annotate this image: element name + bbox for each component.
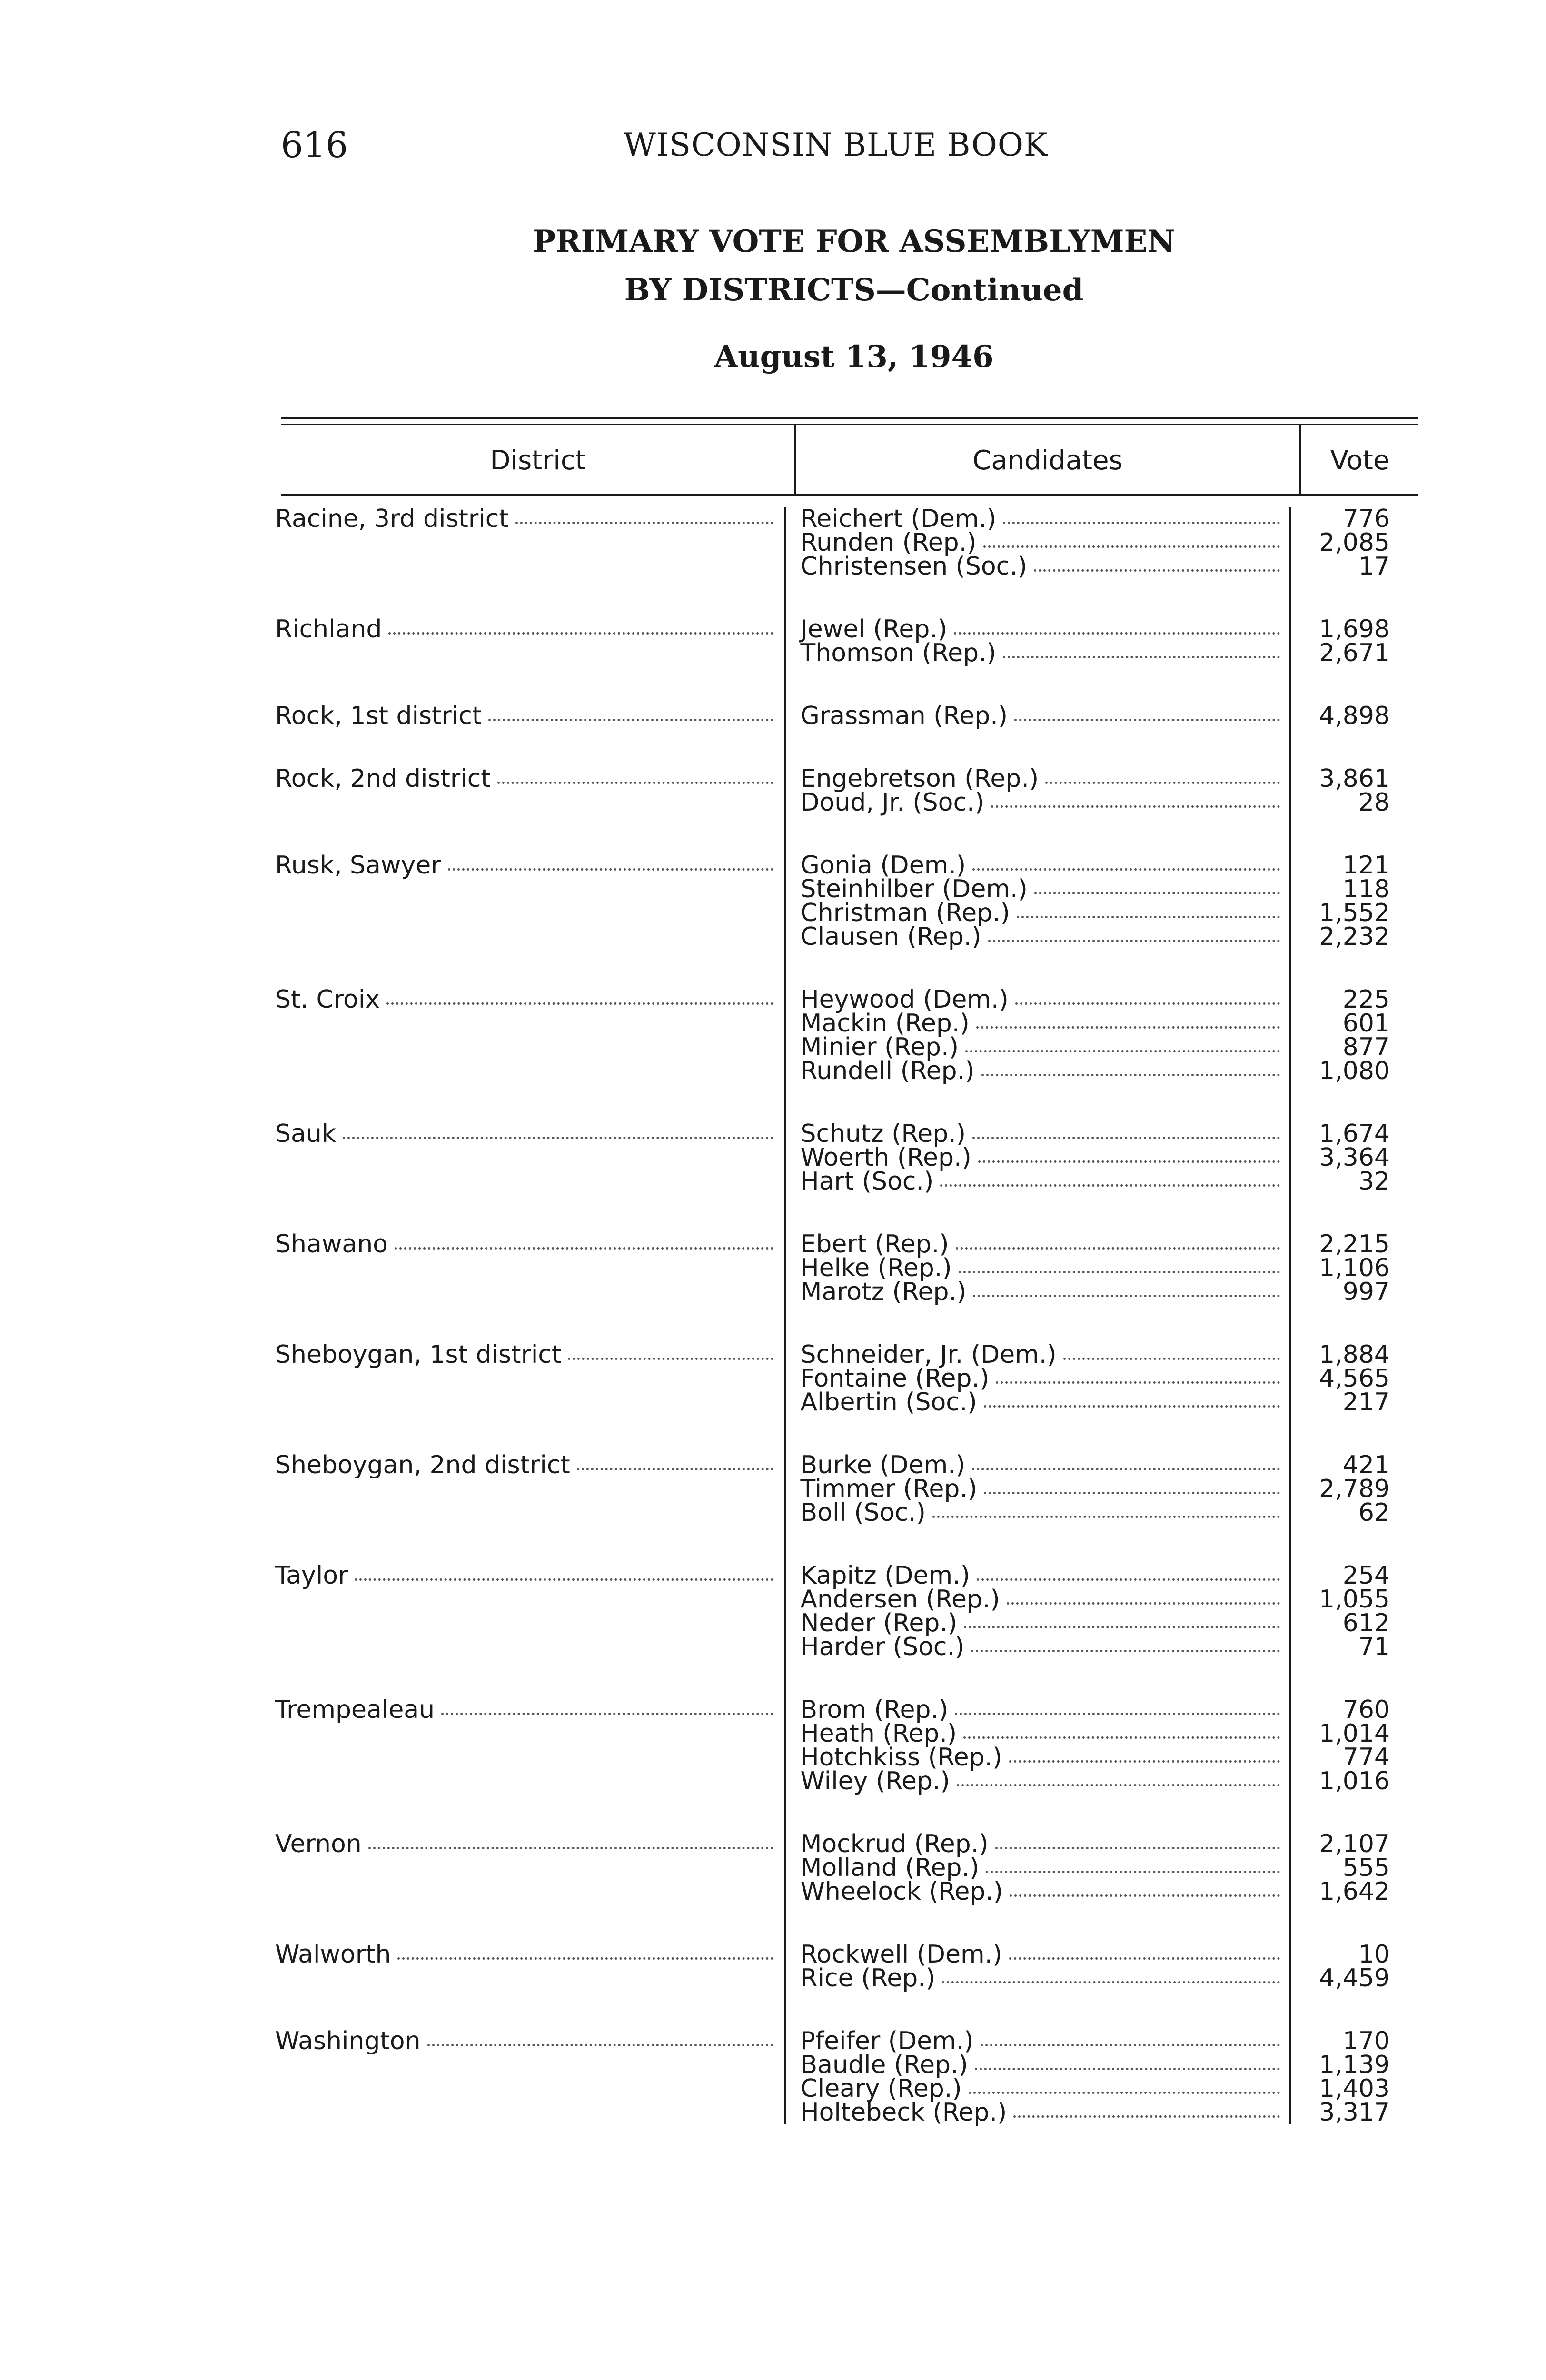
dot-leader [577, 1468, 774, 1470]
candidate-name: Rice (Rep.) [800, 1964, 936, 1993]
vote-count: 118 [1342, 875, 1390, 903]
dot-leader [488, 719, 773, 721]
vote-cell [1290, 1453, 1413, 1564]
vote-count: 1,674 [1319, 1120, 1390, 1148]
vote-count: 2,107 [1319, 1830, 1390, 1858]
candidate-name: Clausen (Rep.) [800, 922, 981, 951]
vote-count: 4,898 [1319, 702, 1390, 730]
dot-leader [1014, 719, 1280, 721]
candidate-line [800, 1940, 1289, 1969]
candidate-line [800, 1143, 1289, 1172]
candidate-name: Mockrud (Rep.) [800, 1830, 989, 1858]
dot-leader [991, 805, 1280, 808]
table-row [275, 988, 1413, 1122]
title-line-1: PRIMARY VOTE FOR ASSEMBLYMEN [533, 224, 1175, 259]
candidates-cell [785, 1940, 1290, 2029]
dot-leader [954, 632, 1280, 635]
candidates-cell [785, 1698, 1290, 1832]
vote-cell [1290, 1340, 1413, 1453]
candidate-name: Helke (Rep.) [800, 1254, 952, 1282]
dot-leader [1045, 782, 1280, 784]
vote-cell [1290, 1832, 1413, 1943]
district-label [275, 1453, 784, 1477]
candidate-line [800, 922, 1289, 951]
district-label [275, 1340, 784, 1369]
vote-count: 760 [1342, 1696, 1390, 1724]
district-label [275, 704, 784, 728]
candidate-name: Ebert (Rep.) [800, 1230, 949, 1259]
candidates-cell [785, 764, 1290, 853]
dot-leader [1003, 656, 1280, 658]
candidate-name: Woerth (Rep.) [800, 1143, 971, 1172]
dot-leader [981, 1074, 1280, 1076]
dot-leader [984, 1405, 1280, 1408]
vote-count: 254 [1342, 1561, 1390, 1590]
district-cell [275, 1340, 785, 1453]
dot-leader [1009, 1957, 1280, 1960]
table-row [275, 1832, 1413, 1943]
vote-count: 1,642 [1319, 1877, 1390, 1906]
vote-table-body [275, 505, 1413, 2127]
candidate-line [800, 1856, 1289, 1880]
district-cell [275, 2029, 785, 2124]
candidate-name: Thomson (Rep.) [800, 639, 996, 667]
district-name: Washington [275, 2027, 421, 2055]
vote-count: 17 [1358, 552, 1390, 581]
dot-leader [996, 1381, 1280, 1384]
dot-leader [1063, 1358, 1280, 1360]
candidates-cell [785, 507, 1290, 617]
dot-leader [1015, 1002, 1280, 1005]
vote-count: 1,698 [1319, 615, 1390, 644]
table-row [275, 1943, 1413, 2029]
dot-leader [959, 1271, 1280, 1273]
dot-leader [956, 1247, 1280, 1250]
title-line-2: BY DISTRICTS—Continued [624, 272, 1084, 308]
dot-leader [957, 1784, 1280, 1786]
candidate-line [800, 704, 1289, 728]
district-label [275, 851, 784, 880]
candidate-line [800, 1364, 1289, 1393]
district-name: Sauk [275, 1120, 336, 1148]
vote-cell [1290, 985, 1413, 1122]
table-row [275, 2029, 1413, 2124]
district-label [275, 1122, 784, 1146]
candidate-name: Burke (Dem.) [800, 1451, 966, 1479]
candidates-cell [785, 704, 1290, 767]
district-cell [275, 853, 785, 988]
district-cell [275, 1940, 785, 2029]
district-cell [275, 704, 785, 767]
candidate-line [800, 1743, 1289, 1772]
district-cell [275, 1832, 785, 1943]
candidates-cell [785, 1832, 1290, 1943]
dot-leader [977, 1578, 1280, 1581]
district-label [275, 1698, 784, 1722]
candidate-line [800, 1256, 1289, 1280]
candidate-name: Hotchkiss (Rep.) [800, 1743, 1002, 1772]
candidate-line [800, 1561, 1289, 1590]
candidate-line [800, 764, 1289, 793]
title-date: August 13, 1946 [714, 339, 994, 375]
dot-leader [1013, 2115, 1280, 2118]
dot-leader [942, 1981, 1280, 1983]
dot-leader [975, 2068, 1280, 2070]
candidate-line [800, 1167, 1289, 1196]
vote-count: 3,317 [1319, 2098, 1390, 2127]
dot-leader [1017, 916, 1280, 918]
dot-leader [397, 1957, 773, 1960]
vote-count: 1,080 [1319, 1057, 1390, 1085]
vote-count: 170 [1342, 2027, 1390, 2055]
candidate-line [800, 1453, 1289, 1477]
candidate-name: Molland (Rep.) [800, 1854, 980, 1882]
candidate-line [800, 2053, 1289, 2077]
dot-leader [986, 1871, 1280, 1873]
district-cell [275, 1453, 785, 1564]
candidate-line [800, 1498, 1289, 1527]
vote-count: 4,565 [1319, 1364, 1390, 1393]
vote-count: 2,789 [1319, 1475, 1390, 1503]
vote-count: 3,364 [1319, 1143, 1390, 1172]
vote-count: 877 [1342, 1033, 1390, 1061]
vote-count: 997 [1342, 1278, 1390, 1306]
dot-leader [983, 545, 1280, 548]
candidate-line [800, 1477, 1289, 1501]
dot-leader [515, 522, 774, 524]
dot-leader [964, 1626, 1280, 1628]
vote-cell [1290, 1940, 1413, 2029]
vote-count: 601 [1342, 1009, 1390, 1038]
candidate-name: Grassman (Rep.) [800, 702, 1008, 730]
candidate-name: Runden (Rep.) [800, 528, 977, 557]
vote-count: 612 [1342, 1609, 1390, 1637]
dot-leader [984, 1492, 1280, 1494]
vote-cell [1290, 853, 1413, 988]
running-head: WISCONSIN BLUE BOOK [624, 127, 1048, 163]
district-label [275, 985, 784, 1014]
candidate-name: Doud, Jr. (Soc.) [800, 788, 984, 817]
candidate-line [800, 1769, 1289, 1793]
candidates-cell [785, 1561, 1290, 1698]
vote-count: 1,106 [1319, 1254, 1390, 1282]
vote-count: 1,403 [1319, 2074, 1390, 2103]
vote-count: 3,861 [1319, 764, 1390, 793]
candidate-name: Baudle (Rep.) [800, 2051, 968, 2079]
vote-count: 1,014 [1319, 1719, 1390, 1748]
district-name: Racine, 3rd district [275, 505, 509, 533]
candidate-name: Steinhilber (Dem.) [800, 875, 1028, 903]
candidate-name: Brom (Rep.) [800, 1696, 949, 1724]
candidate-line [800, 851, 1289, 880]
dot-leader [1003, 522, 1280, 524]
candidate-line [800, 2098, 1289, 2127]
dot-leader [448, 868, 774, 871]
candidates-cell [785, 985, 1290, 1122]
dot-leader [972, 868, 1280, 871]
column-header-vote: Vote [1330, 445, 1390, 476]
dot-leader [973, 1295, 1280, 1297]
candidate-line [800, 1059, 1289, 1083]
dot-leader [1010, 1894, 1280, 1897]
dot-leader [395, 1247, 773, 1250]
vote-count: 555 [1342, 1854, 1390, 1882]
candidate-line [800, 2074, 1289, 2103]
candidate-name: Hart (Soc.) [800, 1167, 934, 1196]
district-name: Richland [275, 615, 382, 644]
candidate-name: Boll (Soc.) [800, 1498, 926, 1527]
dot-leader [972, 1137, 1280, 1139]
district-label [275, 1832, 784, 1856]
vote-count: 32 [1358, 1167, 1390, 1196]
column-header-candidates: Candidates [972, 445, 1123, 476]
candidate-name: Heywood (Dem.) [800, 985, 1009, 1014]
table-row [275, 1564, 1413, 1698]
candidate-name: Reichert (Dem.) [800, 505, 997, 533]
dot-leader [940, 1184, 1280, 1187]
district-label [275, 1230, 784, 1259]
vote-cell [1290, 1561, 1413, 1698]
vote-cell [1290, 1122, 1413, 1232]
vote-cell [1290, 1232, 1413, 1343]
dot-leader [388, 632, 773, 635]
candidate-line [800, 1964, 1289, 1993]
candidate-name: Pfeifer (Dem.) [800, 2027, 974, 2055]
dot-leader [497, 782, 774, 784]
district-name: Rock, 2nd district [275, 764, 491, 793]
dot-leader [955, 1713, 1280, 1715]
district-cell [275, 985, 785, 1122]
table-row [275, 704, 1413, 767]
district-label [275, 1940, 784, 1969]
dot-leader [355, 1578, 773, 1581]
district-cell [275, 1698, 785, 1832]
candidate-line [800, 1340, 1289, 1369]
dot-leader [981, 2044, 1280, 2046]
district-cell [275, 1561, 785, 1698]
candidate-name: Harder (Soc.) [800, 1633, 965, 1661]
dot-leader [1034, 569, 1280, 572]
dot-leader [965, 1050, 1280, 1052]
vote-count: 4,459 [1319, 1964, 1390, 1993]
candidate-line [800, 1035, 1289, 1059]
candidate-name: Mackin (Rep.) [800, 1009, 970, 1038]
candidate-name: Wheelock (Rep.) [800, 1877, 1003, 1906]
vote-count: 71 [1358, 1633, 1390, 1661]
candidate-name: Engebretson (Rep.) [800, 764, 1039, 793]
district-name: Taylor [275, 1561, 348, 1590]
candidates-cell [785, 1122, 1290, 1232]
dot-leader [1009, 1760, 1280, 1763]
page-number: 616 [281, 125, 348, 166]
vote-cell [1290, 764, 1413, 853]
vote-count: 10 [1358, 1940, 1390, 1969]
dot-leader [343, 1137, 774, 1139]
vote-count: 62 [1358, 1498, 1390, 1527]
vote-count: 28 [1358, 788, 1390, 817]
candidate-line [800, 507, 1289, 531]
candidate-name: Cleary (Rep.) [800, 2074, 962, 2103]
district-cell [275, 507, 785, 617]
dot-leader [995, 1847, 1280, 1849]
candidate-name: Gonia (Dem.) [800, 851, 966, 880]
candidate-name: Andersen (Rep.) [800, 1585, 1000, 1614]
table-top-rule [281, 416, 1418, 419]
candidate-line [800, 877, 1289, 901]
dot-leader [978, 1160, 1280, 1163]
vote-count: 2,085 [1319, 528, 1390, 557]
vote-count: 1,139 [1319, 2051, 1390, 2079]
vote-count: 225 [1342, 985, 1390, 1014]
district-name: Vernon [275, 1830, 362, 1858]
candidate-name: Schutz (Rep.) [800, 1120, 966, 1148]
candidate-name: Kapitz (Dem.) [800, 1561, 970, 1590]
dot-leader [969, 2092, 1280, 2094]
district-cell [275, 1232, 785, 1343]
district-name: St. Croix [275, 985, 380, 1014]
candidate-name: Holtebeck (Rep.) [800, 2098, 1007, 2127]
candidate-line [800, 1635, 1289, 1659]
dot-leader [386, 1002, 773, 1005]
vote-table [275, 505, 1413, 2127]
candidate-line [800, 1719, 1289, 1748]
table-row [275, 507, 1413, 617]
candidate-line [800, 615, 1289, 644]
district-cell [275, 764, 785, 853]
vote-count: 2,232 [1319, 922, 1390, 951]
candidate-line [800, 1009, 1289, 1038]
vote-cell [1290, 507, 1413, 617]
candidate-line [800, 788, 1289, 817]
candidate-line [800, 1280, 1289, 1304]
candidates-cell [785, 1232, 1290, 1343]
candidate-line [800, 1877, 1289, 1906]
dot-leader [368, 1847, 774, 1849]
candidate-line [800, 1832, 1289, 1856]
dot-leader [976, 1026, 1280, 1029]
candidate-line [800, 1122, 1289, 1146]
district-label [275, 1561, 784, 1590]
district-name: Sheboygan, 2nd district [275, 1451, 570, 1479]
candidates-cell [785, 1340, 1290, 1453]
candidate-name: Albertin (Soc.) [800, 1388, 977, 1417]
candidate-line [800, 1698, 1289, 1722]
candidate-name: Jewel (Rep.) [800, 615, 948, 644]
candidate-name: Heath (Rep.) [800, 1719, 957, 1748]
dot-leader [932, 1516, 1280, 1518]
dot-leader [988, 940, 1280, 942]
vote-cell [1290, 1698, 1413, 1832]
district-name: Trempealeau [275, 1696, 435, 1724]
district-label [275, 615, 784, 644]
candidate-line [800, 985, 1289, 1014]
vote-count: 1,055 [1319, 1585, 1390, 1614]
vote-count: 2,215 [1319, 1230, 1390, 1259]
vote-count: 2,671 [1319, 639, 1390, 667]
candidates-cell [785, 853, 1290, 988]
candidate-name: Rockwell (Dem.) [800, 1940, 1002, 1969]
district-name: Sheboygan, 1st district [275, 1340, 562, 1369]
dot-leader [1034, 892, 1280, 894]
dot-leader [1007, 1602, 1280, 1605]
candidate-name: Schneider, Jr. (Dem.) [800, 1340, 1057, 1369]
candidate-line [800, 1230, 1289, 1259]
vote-count: 776 [1342, 505, 1390, 533]
table-row [275, 853, 1413, 988]
table-top-rule-2 [281, 424, 1418, 425]
table-row [275, 1453, 1413, 1564]
dot-leader [568, 1358, 773, 1360]
vote-count: 121 [1342, 851, 1390, 880]
candidate-name: Christensen (Soc.) [800, 552, 1028, 581]
candidate-name: Fontaine (Rep.) [800, 1364, 990, 1393]
candidate-name: Wiley (Rep.) [800, 1767, 950, 1795]
candidate-line [800, 641, 1289, 665]
vote-count: 1,552 [1319, 899, 1390, 927]
candidate-line [800, 552, 1289, 581]
dot-leader [441, 1713, 773, 1715]
dot-leader [963, 1736, 1280, 1739]
vote-count: 421 [1342, 1451, 1390, 1479]
candidate-line [800, 1611, 1289, 1635]
dot-leader [971, 1650, 1280, 1652]
vote-cell [1290, 617, 1413, 704]
header-bottom-rule [281, 494, 1418, 496]
candidate-name: Marotz (Rep.) [800, 1278, 967, 1306]
vote-cell [1290, 2027, 1413, 2127]
candidates-cell [785, 2027, 1290, 2127]
vote-count: 1,016 [1319, 1767, 1390, 1795]
district-name: Rock, 1st district [275, 702, 482, 730]
district-cell [275, 617, 785, 704]
dot-leader [972, 1468, 1280, 1470]
candidates-cell [785, 617, 1290, 704]
candidate-name: Rundell (Rep.) [800, 1057, 975, 1085]
district-name: Rusk, Sawyer [275, 851, 441, 880]
candidate-line [800, 2029, 1289, 2053]
table-row [275, 767, 1413, 853]
table-row [275, 1343, 1413, 1453]
district-name: Walworth [275, 1940, 391, 1969]
candidate-name: Neder (Rep.) [800, 1609, 958, 1637]
column-header-district: District [490, 445, 586, 476]
table-row [275, 1232, 1413, 1343]
candidate-line [800, 1585, 1289, 1614]
district-label [275, 507, 784, 531]
candidate-line [800, 901, 1289, 925]
vote-cell [1290, 704, 1413, 767]
dot-leader [427, 2044, 774, 2046]
table-row [275, 1122, 1413, 1232]
district-cell [275, 1122, 785, 1232]
candidate-line [800, 528, 1289, 557]
candidate-name: Minier (Rep.) [800, 1033, 959, 1061]
district-label [275, 2029, 784, 2053]
vote-count: 774 [1342, 1743, 1390, 1772]
district-label [275, 764, 784, 793]
table-row [275, 617, 1413, 704]
candidates-cell [785, 1453, 1290, 1564]
district-name: Shawano [275, 1230, 388, 1259]
vote-count: 217 [1342, 1388, 1390, 1417]
vote-count: 1,884 [1319, 1340, 1390, 1369]
candidate-name: Christman (Rep.) [800, 899, 1010, 927]
table-row [275, 1698, 1413, 1832]
candidate-line [800, 1388, 1289, 1417]
candidate-name: Timmer (Rep.) [800, 1475, 978, 1503]
